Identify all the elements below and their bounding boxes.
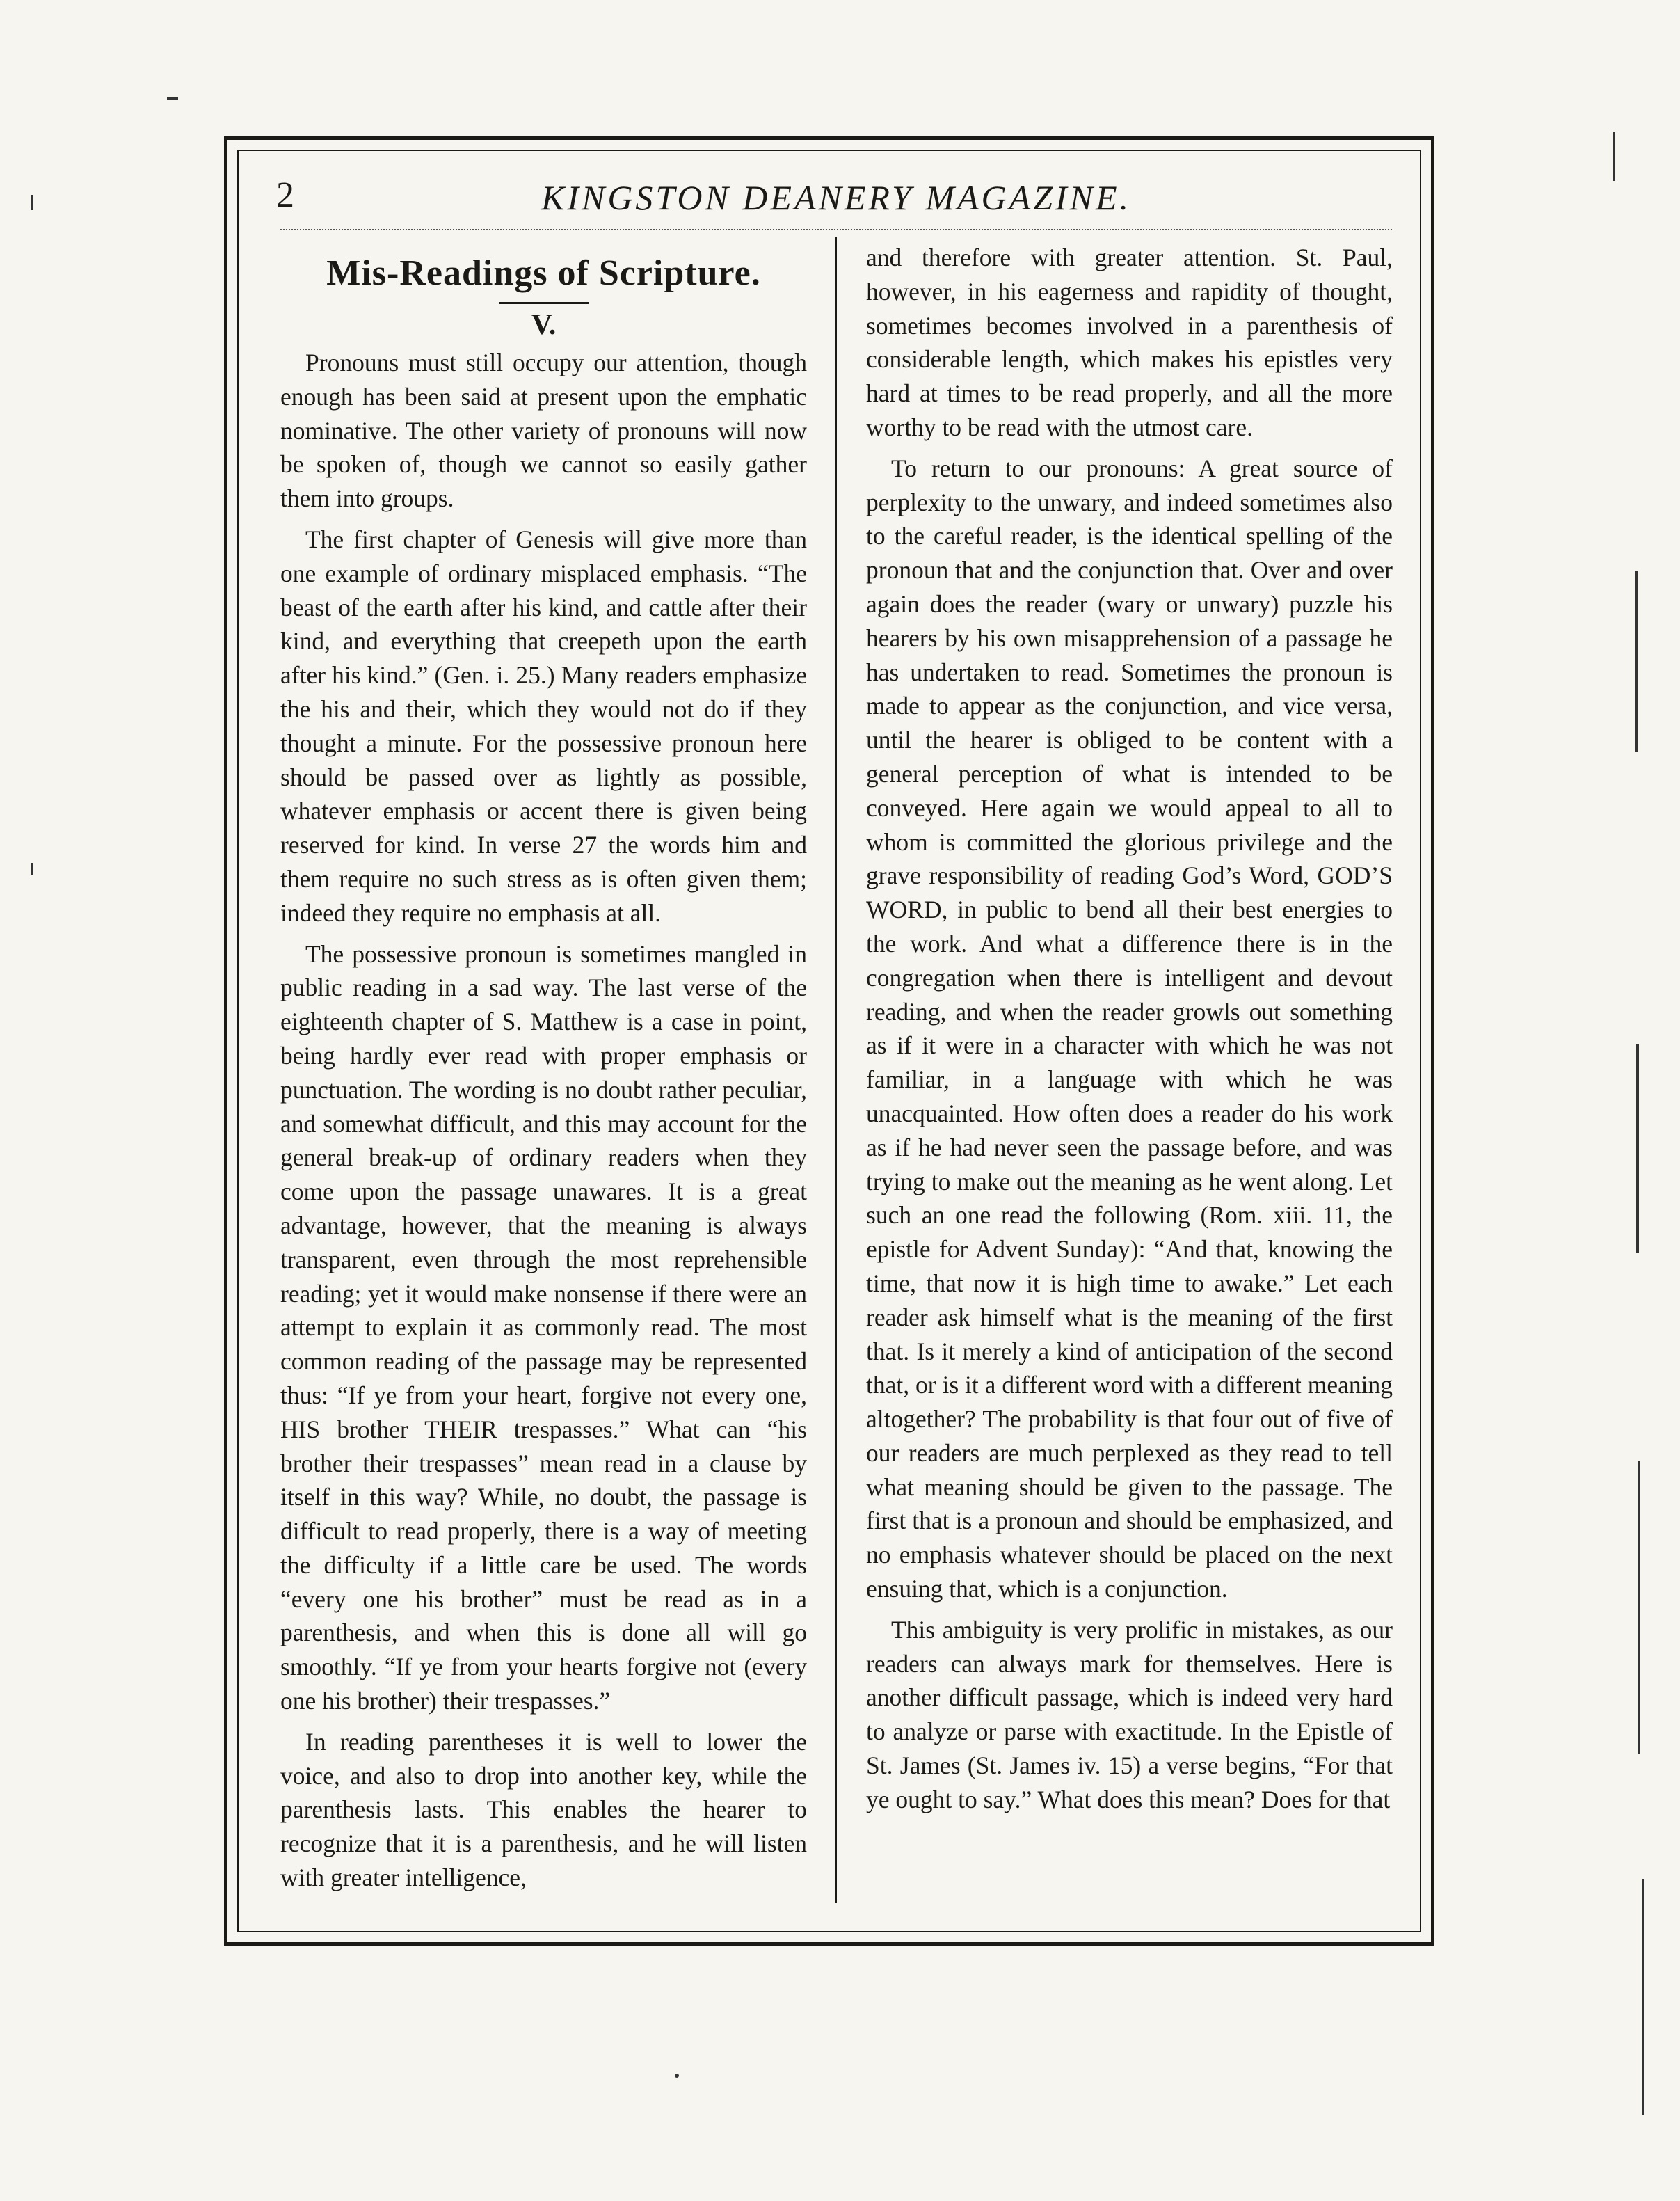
- scan-mark: [1642, 1879, 1644, 2115]
- page-border: [224, 136, 1434, 1946]
- page-header: [276, 175, 1396, 230]
- title-rule: [499, 302, 589, 304]
- paragraph: To return to our pronouns: A great source of perplexity to the unwary, and indeed sometimes also to the careful reader, is the identical spelling of the pronoun that and the conjunction that. Over and over again does the reader (wary or unwary) puzzle his hearers by his own misapprehension of a passage he has undertaken to read. Sometimes the pronoun is made to appear as the conjunction, and vice versa, until the hearer is obliged to be content with a general perception of what is intended to be conveyed. Here again we would appeal to all to whom is committed the glorious privilege and the grave responsibility of reading God’s Word, GOD’S WORD, in public to bend all their best energies to the work. And what a difference there is in the congregation when there is intelligent and devout reading, and when the reader growls out something as if it were in a character with which he was not familiar, in a language with which he was unacquainted. How often does a reader do his work as if he had never seen the passage before, and was trying to make out the meaning as he went along. Let such an one read the following (Rom. xiii. 11, the epistle for Advent Sunday): “And that, knowing the time, that now it is high time to awake.” Let each reader ask himself what is the meaning of the first that. Is it merely a kind of anticipation of the second that, or is it a different word with a different meaning altogether? The probability is that four out of five of our readers are much perplexed as they read to tell what meaning should be given to the passage. The first that is a pronoun and should be emphasized, and no emphasis whatever should be placed on the next ensuing that, which is a conjunction.: [866, 454, 1393, 1603]
- header-rule: [280, 229, 1392, 230]
- column-left: [280, 241, 807, 1895]
- paragraph: The possessive pronoun is sometimes mangled in public reading in a sad way. The last verse of the eighteenth chapter of S. Matthew is a case in point, being hardly ever read with proper emphasis or punctuation. The wording is no doubt rather peculiar, and somewhat difficult, and this may account for the general break-up of ordinary readers when they come upon the passage unawares. It is a great advantage, however, that the meaning is always transparent, even through the most reprehensible reading; yet it would make nonsense if there were an attempt to explain it as commonly read. The most common reading of the passage may be represented thus: “If ye from your heart, forgive not every one, HIS brother THEIR trespasses.” What can “his brother their trespasses” mean read in a clause by itself in this way? While, no doubt, the passage is difficult to read properly, there is a way of meeting the difficulty if a little care be used. The words “every one his brother” must be read as in a parenthesis, and when this is done all will go smoothly. “If ye from your hearts forgive not (every one his brother) their trespasses.”: [280, 939, 807, 1715]
- paragraph: and therefore with greater attention. St. Paul, however, in his eagerness and rapidity of thought, sometimes becomes involved in a parenthesis of considerable length, which makes his epistles very hard at times to be read properly, and all the more worthy to be read with the utmost care.: [866, 244, 1393, 441]
- section-number: V.: [531, 309, 557, 341]
- scan-mark: [1635, 571, 1638, 752]
- scan-mark: [675, 2074, 679, 2078]
- paragraph: Pronouns must still occupy our attention, though enough has been said at present upon the emphatic nominative. The other variety of pronouns will now be spoken of, though we cannot so easily gather them into groups.: [280, 349, 807, 513]
- paragraph: The first chapter of Genesis will give more than one example of ordinary misplaced emphasis. “The beast of the earth after his kind, and cattle after their kind, and everything that creepeth upon the earth after his kind.” (Gen. i. 25.) Many readers emphasize the his and their, which they would not do if they thought a minute. For the possessive pronoun here should be passed over as lightly as possible, whatever emphasis or accent there is given being reserved for kind. In verse 27 the words him and them require no such stress as is often given them; indeed they require no emphasis at all.: [280, 525, 807, 927]
- column-right: [866, 241, 1393, 1817]
- scan-mark: [1613, 132, 1615, 181]
- paragraph: This ambiguity is very prolific in mistakes, as our readers can always mark for themselves. Here is another difficult passage, which is indeed very hard to analyze or parse with exactitude. In the Epistle of St. James (St. James iv. 15) a verse begins, “For that ye ought to say.” What does this mean? Does for that: [866, 1615, 1393, 1813]
- scan-mark: [1636, 1044, 1639, 1253]
- paragraph: In reading parentheses it is well to lower the voice, and also to drop into another key, while the parenthesis lasts. This enables the hearer to recognize that it is a parenthesis, and he will listen with greater intelligence,: [280, 1727, 807, 1892]
- scan-mark: [1638, 1461, 1640, 1754]
- scan-mark: [167, 97, 178, 100]
- page-number: 2: [276, 175, 294, 215]
- scan-mark: [31, 863, 33, 875]
- running-title: KINGSTON DEANERY MAGAZINE.: [541, 178, 1132, 217]
- scan-mark: [31, 195, 33, 210]
- article-title: Mis-Readings of Scripture.: [326, 253, 761, 293]
- column-divider: [835, 237, 837, 1903]
